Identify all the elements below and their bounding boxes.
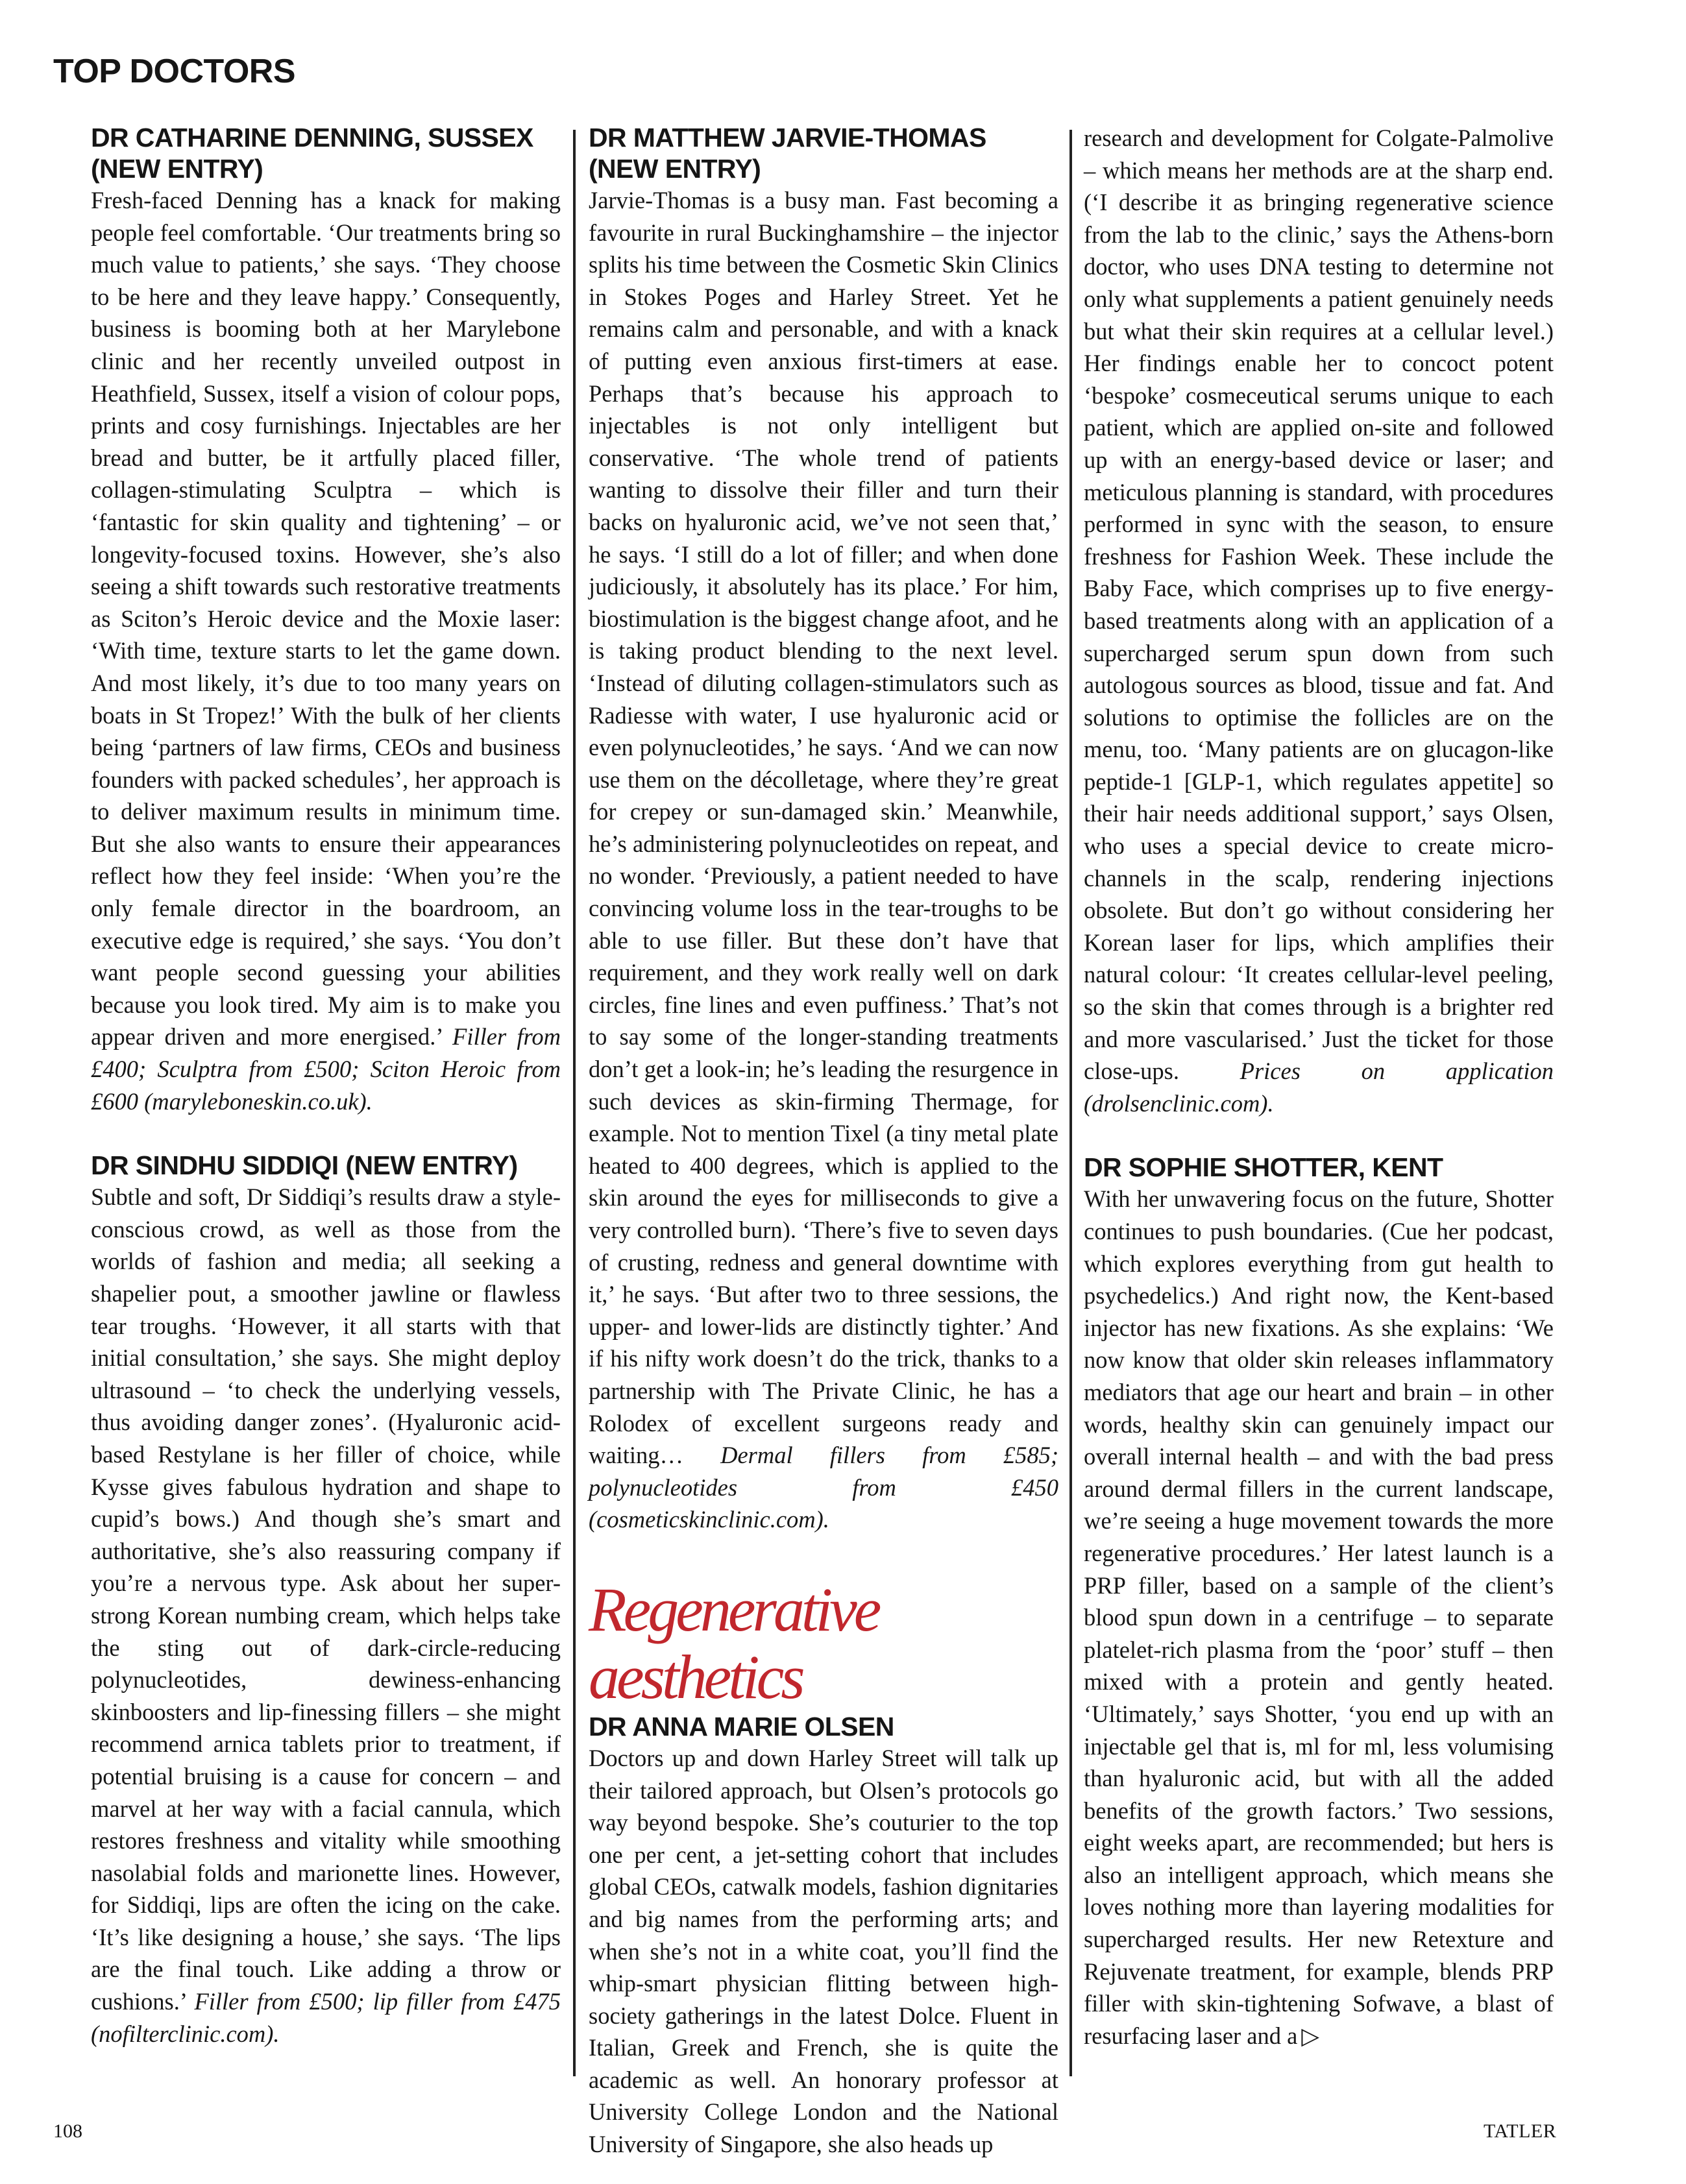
- article-heading-line: DR MATTHEW JARVIE-THOMAS: [589, 123, 986, 152]
- article-body: [589, 184, 1058, 1536]
- article-heading: DR SINDHU SIDDIQI (NEW ENTRY): [91, 1150, 518, 1181]
- price-info: Dermal fillers from £585; polynucleotides from £450 (cosmeticskinclinic.com).: [589, 1442, 1058, 1533]
- article-text: research and development for Colgate-Palmolive – which means her methods are at the sharp end. (‘I describe it as bringing regenerative science from the lab to the clinic,’ says the Athens-born doctor, who uses DNA testing to determine not only what supplements a patient genuinely needs but what their skin requires at a cellular level.) Her findings enable her to concoct potent ‘bespoke’ cosmeceutical serums unique to each patient, which are applied on-site and followed up with an energy-based device or laser; and meticulous planning is standard, with procedures performed in sync with the season, to ensure freshness for Fashion Week. These include the Baby Face, which comprises up to five energy-based treatments along with an application of a supercharged serum spun down from such autologous sources as blood, tissue and fat. And solutions to optimise the follicles are on the menu, too. ‘Many patients are on glucagon-like peptide-1 [GLP-1, which regulates appetite] so their hair needs additional support,’ says Olsen, who uses a special device to create micro-channels in the scalp, rendering injections obsolete. But don’t go without considering her Korean laser for lips, which amplifies their natural colour: ‘It creates cellular-level peeling, so the skin that comes through is a brighter red and more vascularised.’ Just the ticket for those close-ups.: [1084, 125, 1554, 1085]
- price-info: Filler from £500; lip filler from £475 (nofilterclinic.com).: [91, 1988, 561, 2047]
- article-heading-line: (NEW ENTRY): [589, 154, 761, 184]
- page-number: 108: [53, 2120, 82, 2142]
- spacer: [91, 1117, 561, 1150]
- article-text: With her unwavering focus on the future, Shotter continues to push boundaries. (Cue her podcast, which explores everything from gut health to psychedelics.) And right now, the Kent-based injector has new fixations. As she explains: ‘We now know that older skin releases inflammatory mediators that age our heart and brain – in other words, healthy skin can genuinely impact our overall internal health – and with the bad press around dermal fillers in the current landscape, we’re seeing a huge movement towards the more regenerative procedures.’ Her latest launch is a PRP filler, based on a sample of the client’s blood spun down in a centrifuge – to separate platelet-rich plasma from the ‘poor’ stuff – then mixed with a protein and gently heated. ‘Ultimately,’ says Shotter, ‘you end up with an injectable gel that is, ml for ml, less volumising than hyaluronic acid, but with all the added benefits of the growth factors.’ Two sessions, eight weeks apart, are recommended; but hers is also an intelligent approach, which means she loves nothing more than layering modalities for supercharged results. Her new Retexture and Rejuvenate treatment, for example, blends PRP filler with skin-tightening Sofwave, a blast of resurfacing laser and a: [1084, 1185, 1554, 2049]
- section-heading: TOP DOCTORS: [53, 53, 296, 90]
- price-info: Filler from £400; Sculptra from £500; Sciton Heroic from £600 (maryleboneskin.co.uk).: [91, 1023, 561, 1115]
- article-text: Jarvie-Thomas is a busy man. Fast becoming a favourite in rural Buckinghamshire – the injector splits his time between the Cosmetic Skin Clinics in Stokes Poges and Harley Street. Yet he remains calm and personable, and with a knack of putting even anxious first-timers at ease. Perhaps that’s because his approach to injectables is not only intelligent but conservative. ‘The whole trend of patients wanting to dissolve their filler and turn their backs on hyaluronic acid, we’ve not seen that,’ he says. ‘I still do a lot of filler; and when done judiciously, it absolutely has its place.’ For him, biostimulation is the biggest change afoot, and he is taking product blending to the next level. ‘Instead of diluting collagen-stimulators such as Radiesse with water, I use hyaluronic acid or even polynucleotides,’ he says. ‘And we can now use them on the décolletage, where they’re great for crepey or sun-damaged skin.’ Meanwhile, he’s administering polynucleotides on repeat, and no wonder. ‘Previously, a patient needed to have convincing volume loss in the tear-troughs to be able to use filler. But these don’t have that requirement, and they work really well on dark circles, fine lines and even puffiness.’ That’s not to say some of the longer-standing treatments don’t get a look-in; he’s leading the resurgence in such devices as skin-firming Thermage, for example. Not to mention Tixel (a tiny metal plate heated to 400 degrees, which is applied to the skin around the eyes for milliseconds to give a very controlled burn). ‘There’s five to seven days of crusting, redness and general downtime with it,’ he says. ‘But after two to three sessions, the upper- and lower-lids are distinctly tighter.’ And if his nifty work doesn’t do the trick, thanks to a partnership with The Private Clinic, he has a Rolodex of excellent surgeons ready and waiting…: [589, 187, 1058, 1469]
- column-divider: [1069, 130, 1072, 2076]
- article-body: Doctors up and down Harley Street will talk up their tailored approach, but Olsen’s protocols go way beyond bespoke. She’s couturier to the top one per cent, a jet-setting cohort that includes global CEOs, catwalk models, fashion dignitaries and big names from the performing arts; and when she’s not in a white coat, you’ll find the whip-smart physician flitting between high-society gatherings in the latest Dolce. Fluent in Italian, Greek and French, she is quite the academic as well. An honorary professor at University College London and the National University of Singapore, she also heads up: [589, 1744, 1058, 2158]
- article-shotter: [1084, 1152, 1554, 2052]
- article-body-continued: [1084, 122, 1554, 1119]
- article-denning: [91, 122, 561, 1117]
- column-2: [589, 122, 1058, 2158]
- article-text: Subtle and soft, Dr Siddiqi’s results draw a style-conscious crowd, as well as those from the worlds of fashion and media; all seeking a shapelier pout, a smoother jawline or flawless tear troughs. ‘However, it all starts with that initial consultation,’ she says. She might deploy ultrasound – ‘to check the underlying vessels, thus avoiding danger zones’. (Hyaluronic acid-based Restylane is her filler of choice, while Kysse gives fabulous hydration and shape to cupid’s bows.) And though she’s smart and authoritative, she’s also reassuring company if you’re a nervous type. Ask about her super-strong Korean numbing cream, which helps take the sting out of dark-circle-reducing polynucleotides, dewiness-enhancing skinboosters and lip-finessing fillers – she might recommend arnica tablets prior to treatment, if potential bruising is a cause for concern – and marvel at her way with a facial cannula, which restores freshness and vitality while smoothing nasolabial folds and marionette lines. However, for Siddiqi, lips are often the icing on the cake. ‘It’s like designing a house,’ she says. ‘The lips are the final touch. Like adding a throw or cushions.’: [91, 1183, 561, 2015]
- column-1: [91, 122, 561, 2072]
- article-heading: DR SOPHIE SHOTTER, KENT: [1084, 1152, 1443, 1183]
- article-text: Fresh-faced Denning has a knack for making people feel comfortable. ‘Our treatments bring so much value to patients,’ she says. ‘They choose to be here and they leave happy.’ Consequently, business is booming both at her Marylebone clinic and her recently unveiled outpost in Heathfield, Sussex, itself a vision of colour pops, prints and cosy furnishings. Injectables are her bread and butter, be it artfully placed filler, collagen-stimulating Sculptra – which is ‘fantastic for skin quality and tightening’ – or longevity-focused toxins. However, she’s also seeing a shift towards such restorative treatments as Sciton’s Heroic device and the Moxie laser: ‘With time, texture starts to let the game down. And most likely, it’s due to too many years on boats in St Tropez!’ With the bulk of her clients being ‘partners of law firms, CEOs and business founders with packed schedules’, her approach is to deliver maximum results in minimum time. But she also wants to ensure their appearances reflect how they feel inside: ‘When you’re the only female director in the boardroom, an executive edge is required,’ she says. ‘You don’t want people second guessing your abilities because you look tired. My aim is to make you appear driven and more energised.’: [91, 187, 561, 1050]
- article-heading: [589, 122, 1058, 184]
- spacer: [1084, 1119, 1554, 1152]
- article-siddiqi: [91, 1150, 561, 2050]
- column-3: [1084, 122, 1554, 2072]
- article-jarvie-thomas: [589, 122, 1058, 1536]
- feature-heading: Regenerative aesthetics: [589, 1574, 879, 1712]
- article-olsen: [589, 1711, 1058, 2161]
- price-info: Prices on application (drolsenclinic.com).: [1084, 1058, 1554, 1117]
- article-heading: DR ANNA MARIE OLSEN: [589, 1711, 894, 1741]
- article-heading-line: DR CATHARINE DENNING, SUSSEX: [91, 123, 533, 152]
- article-body: [91, 184, 561, 1117]
- column-divider: [573, 130, 576, 2076]
- magazine-name: TATLER: [1484, 2120, 1557, 2142]
- article-heading-line: (NEW ENTRY): [91, 154, 263, 184]
- continue-arrow-icon: ▷: [1301, 2022, 1320, 2049]
- article-body: [1084, 1183, 1554, 2052]
- article-body: [91, 1181, 561, 2050]
- article-heading: [91, 122, 561, 184]
